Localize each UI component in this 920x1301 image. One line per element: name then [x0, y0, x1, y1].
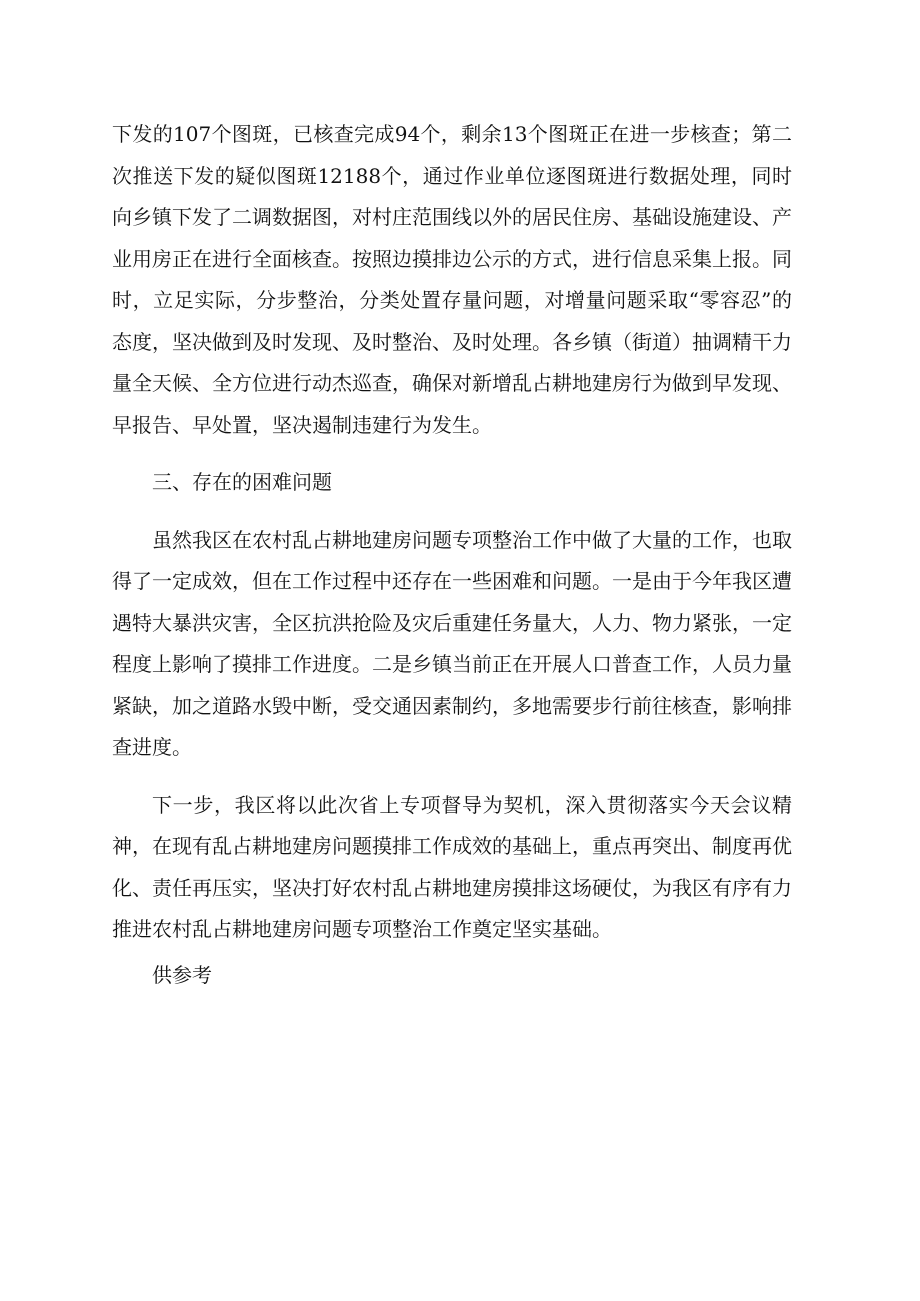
paragraph-next-steps: 下一步，我区将以此次省上专项督导为契机，深入贯彻落实今天会议精神，在现有乱占耕地建房问题摸排工作成效的基础上，重点再突出、制度再优化、责任再压实，坚决打好农村乱占耕地建房摸排这场硬仗，为我区有序有力推进农村乱占耕地建房问题专项整治工作奠定坚实基础。: [112, 792, 792, 941]
section-heading-difficulties: 三、存在的困难问题: [152, 470, 332, 494]
paragraph-progress-report: 下发的107个图斑，已核查完成94个，剩余13个图斑正在进一步核查；第二次推送下发的疑似图斑12188个，通过作业单位逐图斑进行数据处理，同时向乡镇下发了二调数据图，对村庄范围线以外的居民住房、基础设施建设、产业用房正在进行全面核查。按照边摸排边公示的方式，进行信息采集上报。同时，立足实际，分步整治，分类处置存量问题，对增量问题采取“零容忍”的态度，坚决做到及时发现、及时整治、及时处理。各乡镇（街道）抽调精干力量全天候、全方位进行动杰巡查，确保对新增乱占耕地建房行为做到早发现、早报告、早处置，坚决遏制违建行为发生。: [112, 122, 792, 437]
paragraph-difficulties: 虽然我区在农村乱占耕地建房问题专项整治工作中做了大量的工作，也取得了一定成效，但在工作过程中还存在一些困难和问题。一是由于今年我区遭遇特大暴洪灾害，全区抗洪抢险及灾后重建任务量大，人力、物力紧张，一定程度上影响了摸排工作进度。二是乡镇当前正在开展人口普查工作，人员力量紧缺，加之道路水毁中断，受交通因素制约，多地需要步行前往核查，影响排查进度。: [112, 527, 792, 759]
closing-note: 供参考: [152, 962, 212, 987]
document-body: [112, 114, 792, 996]
